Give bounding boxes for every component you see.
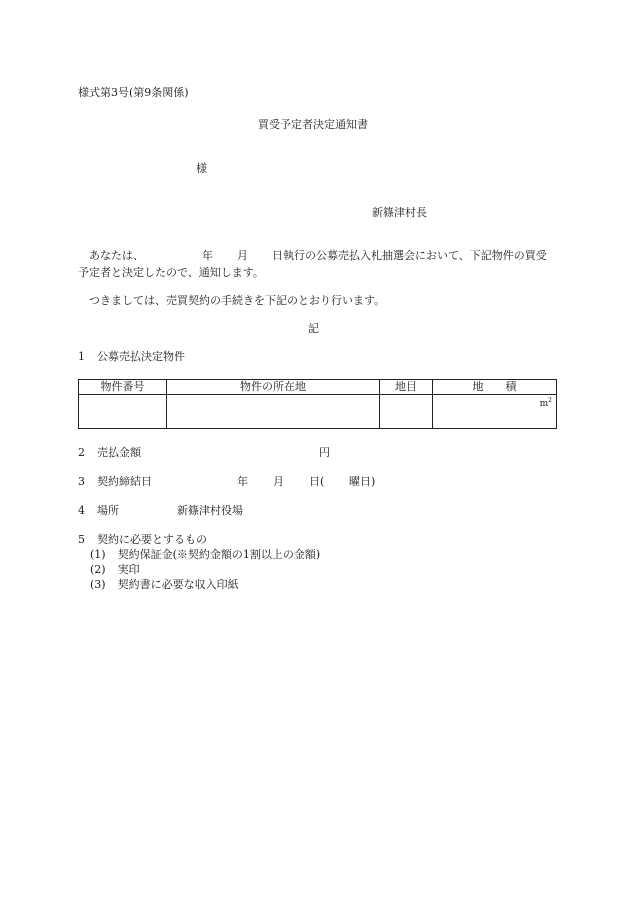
land-category-cell[interactable] (380, 395, 433, 429)
contract-day: 日( (309, 475, 325, 488)
p1-month: 月 (237, 249, 248, 262)
list-item (90, 578, 239, 592)
addressee-suffix: 様 (196, 162, 207, 175)
p1-start: あなたは、 (89, 249, 144, 262)
contract-month: 月 (273, 475, 284, 488)
section-3-row (78, 475, 152, 489)
section-1-heading (78, 350, 185, 364)
list-item-text: 実印 (117, 563, 140, 576)
list-item-marker: (3) (90, 578, 106, 591)
p1-year: 年 (202, 249, 213, 262)
place-value: 新篠津村役場 (177, 504, 243, 517)
header-land-area: 地 積 (433, 380, 557, 395)
contract-weekday: 曜日) (349, 475, 376, 488)
header-property-location: 物件の所在地 (167, 380, 380, 395)
list-item (90, 548, 320, 562)
land-area-cell[interactable] (433, 395, 557, 429)
section-2-row (78, 446, 141, 460)
list-item-marker: (1) (90, 548, 106, 561)
section-5-number: 5 (78, 533, 85, 546)
list-item-text: 契約書に必要な収入印紙 (117, 578, 239, 591)
header-land-category: 地目 (380, 380, 433, 395)
section-4-number: 4 (78, 504, 85, 517)
section-3-label: 契約締結日 (97, 475, 152, 488)
list-item (90, 563, 140, 577)
section-5-heading (78, 533, 207, 547)
ki-heading: 記 (308, 322, 319, 335)
property-table (78, 379, 557, 429)
property-table-row (79, 395, 557, 429)
property-number-cell[interactable] (79, 395, 167, 429)
section-5-label: 契約に必要とするもの (97, 533, 207, 546)
section-2-label: 売払金額 (97, 446, 141, 459)
section-1-label: 公募売払決定物件 (97, 350, 185, 363)
sale-price-unit: 円 (319, 446, 330, 459)
notice-paragraph-2: つきましては、売買契約の手続きを下記のとおり行います。 (89, 294, 386, 307)
list-item-text: 契約保証金(※契約金額の1割以上の金額) (117, 548, 321, 561)
section-1-number: 1 (78, 350, 85, 363)
section-4-label: 場所 (97, 504, 119, 517)
property-location-cell[interactable] (167, 395, 380, 429)
list-item-marker: (2) (90, 563, 106, 576)
issuer-name: 新篠津村長 (372, 206, 427, 219)
property-table-header-row (79, 380, 557, 395)
header-property-number: 物件番号 (79, 380, 167, 395)
contract-year: 年 (237, 475, 248, 488)
p1-rest: 日執行の公募売払入札抽選会において、下記物件の買受予定者と決定したので、通知します。 (78, 249, 547, 279)
section-4-row (78, 504, 119, 518)
notice-paragraph-1 (78, 247, 556, 281)
section-2-number: 2 (78, 446, 85, 459)
document-title: 買受予定者決定通知書 (258, 118, 368, 131)
section-3-number: 3 (78, 475, 85, 488)
square-meter-unit: $m^2$ (539, 397, 552, 409)
form-label: 様式第3号(第9条関係) (78, 86, 189, 99)
